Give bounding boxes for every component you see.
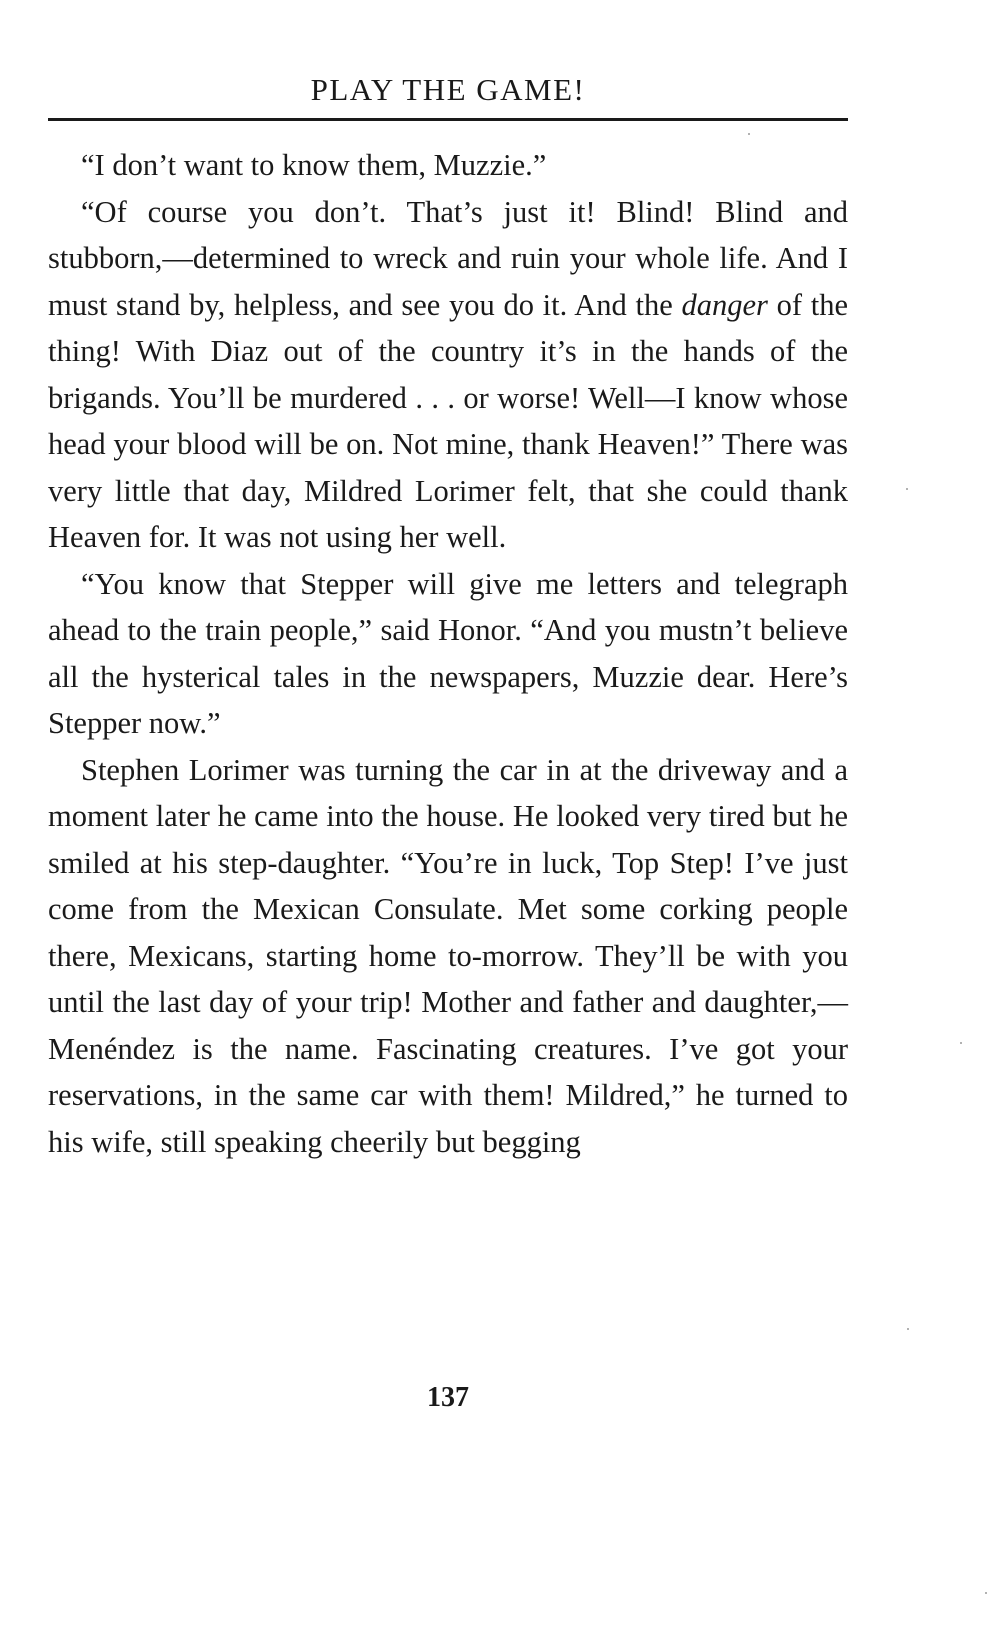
scan-speck xyxy=(985,1592,987,1594)
scan-speck xyxy=(907,1328,909,1330)
paragraph-2 xyxy=(48,189,848,561)
scan-speck xyxy=(748,133,750,135)
header-rule xyxy=(48,118,848,121)
emphasis-danger: danger xyxy=(681,287,768,322)
page-number: 137 xyxy=(427,1382,469,1413)
paragraph-4: Stephen Lorimer was turning the car in at the driveway and a moment later he came into the house. He looked very tired but he smiled at his step-daughter. “You’re in luck, Top Step! I’ve just come from the Mexican Consulate. Met some corking people there, Mexicans, starting home to-morrow. They’ll be with you until the last day of your trip! Mother and father and daughter,—Menéndez is the name. Fascinating creatures. I’ve got your reservations, in the same car with them! Mildred,” he turned to his wife, still speaking cheerily but begging xyxy=(48,752,848,1159)
paragraph-2-part-a: “Of course you don’t. That’s just it! Blind! Blind and stubborn,—determined to wreck and ruin your whole life. And I must stand by, helpless, and see you do it. And the xyxy=(48,194,848,322)
scan-speck xyxy=(906,488,908,490)
paragraph-3: “You know that Stepper will give me letters and telegraph ahead to the train people,” said Honor. “And you mustn’t believe all the hysterical tales in the newspapers, Muzzie dear. Here’s Stepper now.” xyxy=(48,566,848,740)
running-head: PLAY THE GAME! xyxy=(310,72,586,107)
body-text xyxy=(48,142,848,1165)
paragraph-2-part-b: of the thing! With Diaz out of the country it’s in the hands of the brigands. You’ll be murdered . . . or worse! Well—I know whose head your blood will be on. Not mine, thank Heaven!” There was very little that day, Mildred Lorimer felt, that she could thank Heaven for. It was not using her well. xyxy=(48,287,848,554)
paragraph-1: “I don’t want to know them, Muzzie.” xyxy=(81,148,547,182)
scan-speck xyxy=(960,1042,962,1044)
